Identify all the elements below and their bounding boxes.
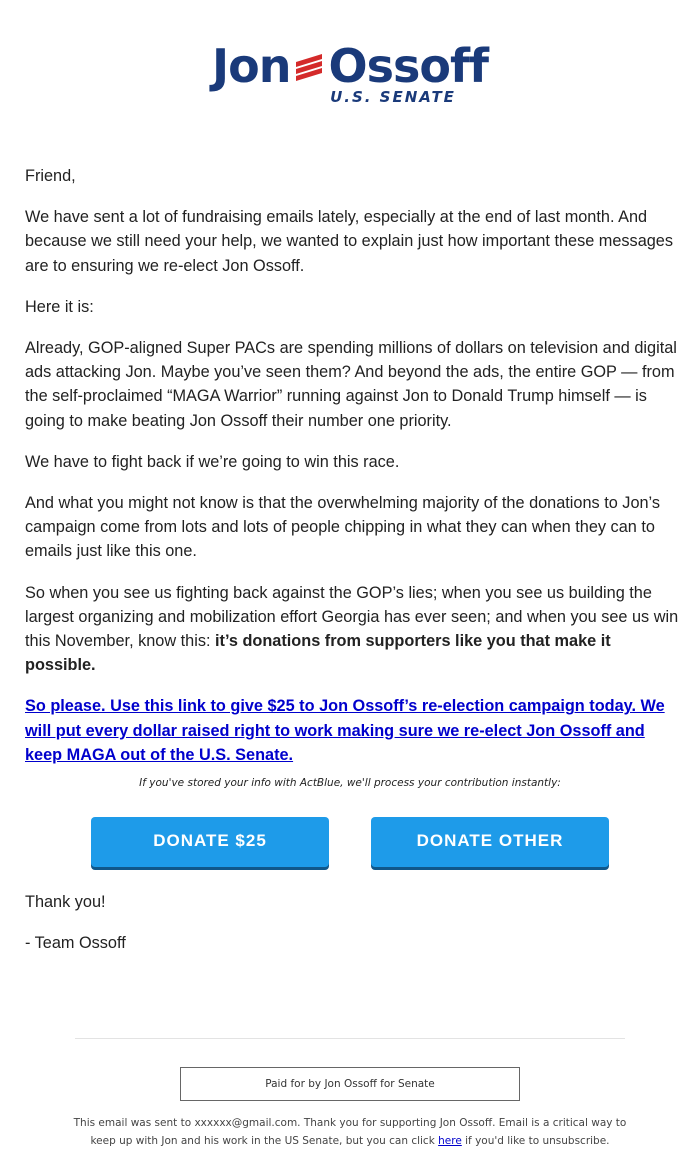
paragraph-3: Already, GOP-aligned Super PACs are spending millions of dollars on television and digital ads attacking Jon. Maybe you’ve seen them? And beyond the ads, the entire GOP — from the self-proclaimed “MAGA Warrior” running against Jon to Donald Trump himself — is going to make beating Jon Ossoff their number one priority. [25,339,677,430]
paragraph-6-text: So when you see us fighting back against the GOP’s lies; when you see us building the largest organizing and mobilization effort Georgia has ever seen; and when you see us win this November, know this: [25,583,679,651]
logo-flag-icon [292,46,326,86]
paragraph-6-bold: it’s donations from supporters like you that make it possible. [25,632,611,675]
paid-for-disclaimer: Paid for by Jon Ossoff for Senate [180,1067,520,1101]
unsubscribe-link[interactable]: here [438,1135,462,1147]
paragraph-1: We have sent a lot of fundraising emails lately, especially at the end of last month. And because we still need your help, we wanted to explain just how important these messages are to ensuring we re-elect Jon Ossoff. [25,208,673,275]
footer-text-end: if you'd like to unsubscribe. [461,1135,610,1147]
footer-divider [75,1038,625,1039]
paragraph-2: Here it is: [25,297,94,316]
logo-subtitle: U.S. SENATE [330,88,456,106]
paragraph-6 [25,581,680,678]
logo-first-name: Jon [212,39,291,93]
donate-link[interactable]: So please. Use this link to give $25 to Jon Ossoff’s re-election campaign today. We will put every dollar raised right to work making sure we re-elect Jon Ossoff and keep MAGA out of the U.S. Senate. [25,697,665,764]
footer-text [70,1114,630,1150]
logo-last-name: Ossoff [328,39,488,93]
donate-25-button[interactable]: DONATE $25 [91,817,329,867]
signoff [25,890,126,972]
donate-other-button[interactable]: DONATE OTHER [371,817,609,867]
thank-you-text: Thank you! [25,893,106,911]
actblue-note: If you've stored your info with ActBlue, we'll process your contribution instantly: [139,777,561,789]
email-body [25,164,680,784]
greeting: Friend, [25,167,76,185]
footer-text-start: This email was sent to xxxxxx@gmail.com. Thank you for supporting Jon Ossoff. Email is a critical way to keep up with Jon and his work in the US Senate, but you can click [73,1117,627,1147]
campaign-logo [0,40,700,106]
team-signature: - Team Ossoff [25,934,126,952]
cta-paragraph [25,694,680,767]
paragraph-4: We have to fight back if we’re going to win this race. [25,452,400,471]
paragraph-5: And what you might not know is that the overwhelming majority of the donations to Jon’s campaign come from lots and lots of people chipping in what they can when they can to emails just like this one. [25,494,661,561]
